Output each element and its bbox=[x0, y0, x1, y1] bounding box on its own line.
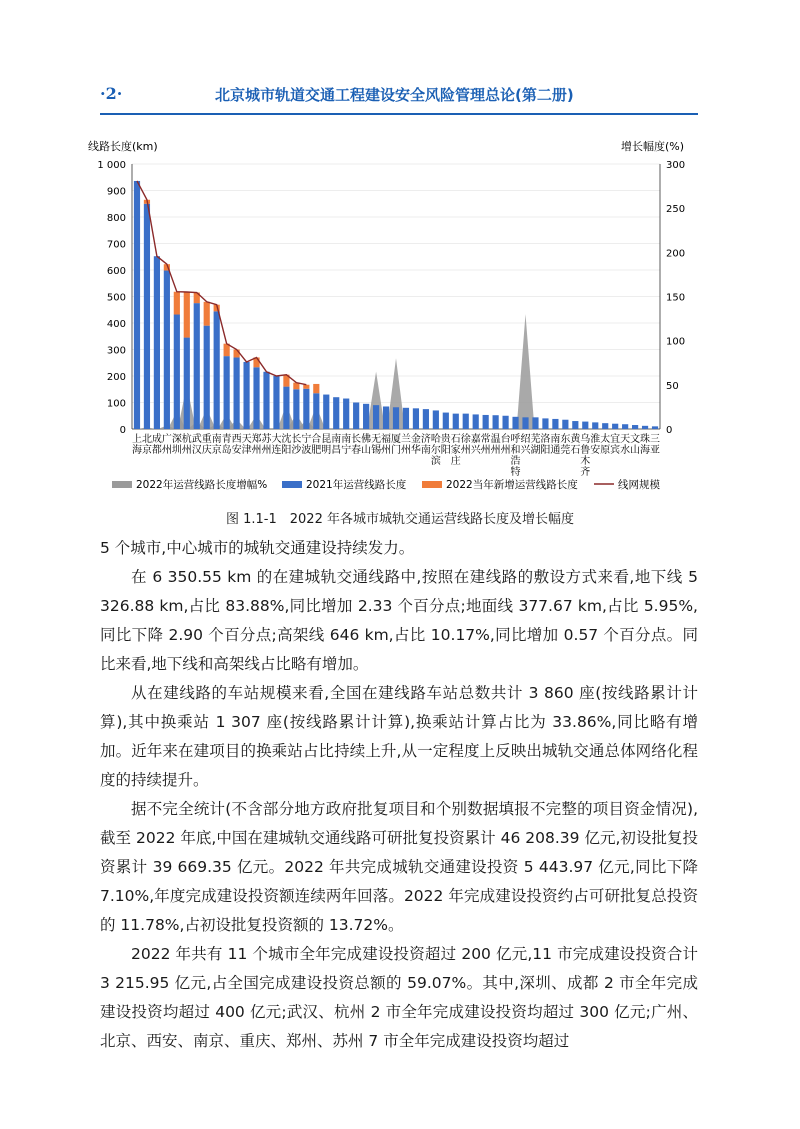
bar-2021 bbox=[423, 409, 429, 429]
page-number: ·2· bbox=[100, 84, 123, 103]
bar-2021 bbox=[343, 399, 349, 429]
category-label: 昆明 bbox=[321, 434, 332, 456]
category-label: 贵阳 bbox=[440, 434, 451, 456]
paragraph: 5 个城市,中心城市的城轨交通建设持续发力。 bbox=[100, 539, 415, 557]
bar-2021 bbox=[552, 419, 558, 429]
category-label: 南昌 bbox=[331, 434, 342, 456]
right-tick-label: 150 bbox=[666, 292, 686, 304]
bar-2022-new bbox=[313, 384, 319, 393]
bar-2021 bbox=[592, 422, 598, 429]
bar-2021 bbox=[502, 416, 508, 429]
category-label: 西安 bbox=[231, 434, 242, 456]
category-label: 黄石 bbox=[570, 434, 581, 456]
bar-2021 bbox=[433, 410, 439, 429]
category-label: 天水 bbox=[620, 434, 631, 456]
bar-2021 bbox=[303, 389, 309, 429]
bar-2021 bbox=[154, 256, 160, 429]
bar-2021 bbox=[214, 311, 220, 429]
category-label: 济南 bbox=[420, 434, 431, 456]
category-label: 文山 bbox=[630, 434, 641, 456]
right-axis-label: 增长幅度(%) bbox=[620, 140, 684, 153]
bar-2021 bbox=[473, 414, 479, 429]
bar-2021 bbox=[174, 315, 180, 429]
bar-2022-new bbox=[303, 385, 309, 389]
legend-label: 2022当年新增运营线路长度 bbox=[446, 479, 578, 491]
category-label: 大连 bbox=[271, 434, 282, 456]
left-tick-label: 800 bbox=[106, 213, 126, 224]
category-label: 郑州 bbox=[251, 434, 262, 456]
category-label: 成都 bbox=[151, 434, 162, 456]
bar-2021 bbox=[164, 271, 170, 429]
right-tick-label: 0 bbox=[666, 425, 673, 436]
category-label: 哈尔滨 bbox=[430, 434, 441, 467]
right-tick-label: 100 bbox=[666, 336, 686, 348]
bar-2021 bbox=[413, 408, 419, 429]
category-label: 南通 bbox=[550, 434, 561, 456]
bar-2021 bbox=[363, 404, 369, 429]
legend-swatch bbox=[112, 481, 132, 488]
category-label: 绍兴 bbox=[520, 434, 531, 456]
bar-2022-new bbox=[184, 292, 190, 338]
category-label: 南宁 bbox=[341, 434, 352, 456]
category-label: 宁波 bbox=[301, 434, 312, 456]
category-label: 石家庄 bbox=[450, 434, 461, 467]
category-label: 乌鲁木齐 bbox=[580, 434, 591, 478]
paragraph: 从在建线路的车站规模来看,全国在建线路车站总数共计 3 860 座(按线路累计计算),其中换乘站 1 307 座(按线路累计计算),换乘站计算占比为 33.86%,同比略有增加。近年来在建项目的换乘站占比持续上升,从一定程度上反映出城轨交通总体网络化程度的持续提升。 bbox=[100, 684, 698, 789]
category-label: 重庆 bbox=[201, 434, 212, 456]
bar-chart bbox=[88, 136, 688, 501]
left-tick-label: 900 bbox=[106, 186, 126, 198]
category-label: 合肥 bbox=[311, 434, 322, 456]
category-label: 长沙 bbox=[291, 434, 302, 456]
category-label: 芜湖 bbox=[530, 434, 541, 456]
category-label: 北京 bbox=[141, 434, 152, 456]
category-label: 厦门 bbox=[391, 434, 401, 456]
bar-2021 bbox=[652, 426, 658, 429]
left-tick-label: 500 bbox=[106, 292, 126, 304]
category-label: 兰州 bbox=[400, 434, 411, 456]
bar-2021 bbox=[522, 417, 528, 429]
category-label: 苏州 bbox=[261, 434, 272, 456]
bar-2021 bbox=[572, 421, 578, 429]
bar-2022-new bbox=[204, 302, 210, 326]
bar-2021 bbox=[253, 367, 259, 429]
bar-2021 bbox=[512, 417, 518, 429]
category-label: 长春 bbox=[351, 434, 362, 456]
category-label: 洛阳 bbox=[540, 434, 551, 456]
category-label: 沈阳 bbox=[281, 434, 292, 456]
category-label: 武汉 bbox=[191, 434, 202, 456]
category-label: 金华 bbox=[410, 434, 421, 456]
bar-2021 bbox=[263, 372, 269, 429]
bar-2021 bbox=[443, 413, 449, 429]
category-label: 南京 bbox=[211, 434, 222, 456]
legend-label: 2022年运营线路长度增幅% bbox=[136, 479, 268, 491]
legend-swatch bbox=[282, 481, 302, 488]
bar-2021 bbox=[353, 403, 359, 430]
left-tick-label: 100 bbox=[106, 398, 126, 410]
bar-2021 bbox=[542, 418, 548, 429]
header-rule bbox=[100, 113, 698, 115]
category-label: 东莞 bbox=[560, 434, 571, 456]
category-label: 太原 bbox=[600, 434, 611, 456]
bar-2021 bbox=[582, 422, 588, 429]
bar-2021 bbox=[453, 414, 459, 429]
bar-2021 bbox=[493, 415, 499, 429]
bar-2021 bbox=[184, 338, 190, 429]
category-label: 佛山 bbox=[361, 434, 372, 456]
bar-2021 bbox=[333, 397, 339, 429]
category-label: 上海 bbox=[131, 434, 142, 456]
bar-2021 bbox=[293, 389, 299, 429]
figure-caption: 图 1.1-1 2022 年各城市城轨交通运营线路长度及增长幅度 bbox=[226, 512, 574, 527]
right-tick-label: 200 bbox=[666, 248, 686, 260]
left-tick-label: 700 bbox=[106, 239, 126, 251]
left-tick-label: 400 bbox=[106, 319, 126, 330]
bar-2021 bbox=[393, 407, 399, 429]
category-label: 徐州 bbox=[460, 434, 471, 456]
bar-2021 bbox=[243, 362, 249, 429]
bar-2022-new bbox=[234, 350, 240, 358]
bar-2022-new bbox=[174, 292, 180, 315]
category-label: 宜宾 bbox=[610, 434, 621, 456]
category-label: 常州 bbox=[480, 434, 491, 456]
bar-2021 bbox=[602, 423, 608, 429]
category-label: 温州 bbox=[490, 434, 501, 456]
paragraph: 据不完全统计(不含部分地方政府批复项目和个别数据填报不完整的项目资金情况),截至 2022 年底,中国在建城轨交通线路可研批复投资累计 46 208.39 亿元,初设批复投资累计 39 669.35 亿元。2022 年共完成城轨交通建设投资 5 443.97 亿元,同比下降 7.10%,年度完成建设投资额连续两年回落。2022 年完成建设投资约占可研批复总投资的 11.78%,占初设批复投资额的 13.72%。 bbox=[100, 800, 698, 934]
category-label: 珠海 bbox=[640, 434, 651, 456]
bar-2021 bbox=[532, 417, 538, 429]
bar-2021 bbox=[483, 415, 489, 429]
bar-2021 bbox=[323, 395, 329, 429]
bar-2021 bbox=[383, 406, 389, 429]
bar-2021 bbox=[273, 376, 279, 429]
category-label: 台州 bbox=[500, 434, 511, 456]
paragraph: 在 6 350.55 km 的在建城轨交通线路中,按照在建线路的敷设方式来看,地下线 5 326.88 km,占比 83.88%,同比增加 2.33 个百分点;地面线 377.67 km,占比 5.95%,同比下降 2.90 个百分点;高架线 646 km,占比 10.17%,同比增加 0.57 个百分点。同比来看,地下线和高架线占比略有增加。 bbox=[100, 568, 698, 673]
paragraph: 2022 年共有 11 个城市全年完成建设投资超过 200 亿元,11 市完成建设投资合计 3 215.95 亿元,占全国完成建设投资总额的 59.07%。其中,深圳、成都 2 市全年完成建设投资均超过 400 亿元;武汉、杭州 2 市全年完成建设投资均超过 300 亿元;广州、北京、西安、南京、重庆、郑州、苏州 7 市全年完成建设投资均超过 bbox=[100, 945, 698, 1050]
bar-2021 bbox=[562, 420, 568, 429]
category-label: 无锡 bbox=[371, 434, 382, 456]
growth-area bbox=[517, 314, 535, 429]
bar-2021 bbox=[134, 181, 140, 429]
bar-2021 bbox=[612, 424, 618, 429]
bar-2021 bbox=[144, 204, 150, 429]
left-tick-label: 1 000 bbox=[97, 160, 126, 171]
left-tick-label: 0 bbox=[119, 425, 126, 436]
book-title: 北京城市轨道交通工程建设安全风险管理总论(第二册) bbox=[215, 86, 574, 104]
category-label: 三亚 bbox=[650, 434, 661, 456]
bar-2021 bbox=[224, 356, 230, 429]
page-header bbox=[100, 84, 698, 114]
category-label: 呼和浩特 bbox=[510, 434, 521, 478]
bar-2021 bbox=[622, 424, 628, 429]
bar-2021 bbox=[373, 405, 379, 429]
category-label: 青岛 bbox=[221, 434, 232, 456]
legend-swatch bbox=[422, 481, 442, 488]
right-tick-label: 50 bbox=[666, 380, 679, 392]
legend-label: 2021年运营线路长度 bbox=[306, 479, 407, 491]
category-label: 杭州 bbox=[181, 434, 192, 456]
bar-2021 bbox=[313, 393, 319, 429]
network-scale-line bbox=[137, 181, 306, 385]
bar-2021 bbox=[642, 426, 648, 429]
category-label: 天津 bbox=[241, 434, 252, 456]
category-label: 淮安 bbox=[590, 434, 601, 456]
category-label: 嘉兴 bbox=[470, 434, 481, 456]
bar-2021 bbox=[234, 357, 240, 429]
bar-2021 bbox=[194, 303, 200, 429]
body-text bbox=[100, 534, 698, 1056]
bar-2021 bbox=[204, 326, 210, 429]
right-tick-label: 300 bbox=[666, 160, 686, 171]
left-tick-label: 200 bbox=[106, 372, 126, 383]
bar-2021 bbox=[463, 414, 469, 429]
category-label: 深圳 bbox=[171, 434, 182, 456]
left-axis-label: 线路长度(km) bbox=[88, 140, 158, 153]
legend-label: 线网规模 bbox=[618, 479, 660, 491]
category-label: 福州 bbox=[381, 434, 392, 456]
right-tick-label: 250 bbox=[666, 204, 686, 216]
bar-2021 bbox=[283, 387, 289, 429]
left-tick-label: 600 bbox=[106, 266, 126, 277]
bar-2021 bbox=[403, 408, 409, 429]
category-label: 广州 bbox=[161, 434, 172, 456]
bar-2021 bbox=[632, 425, 638, 429]
left-tick-label: 300 bbox=[106, 345, 126, 357]
